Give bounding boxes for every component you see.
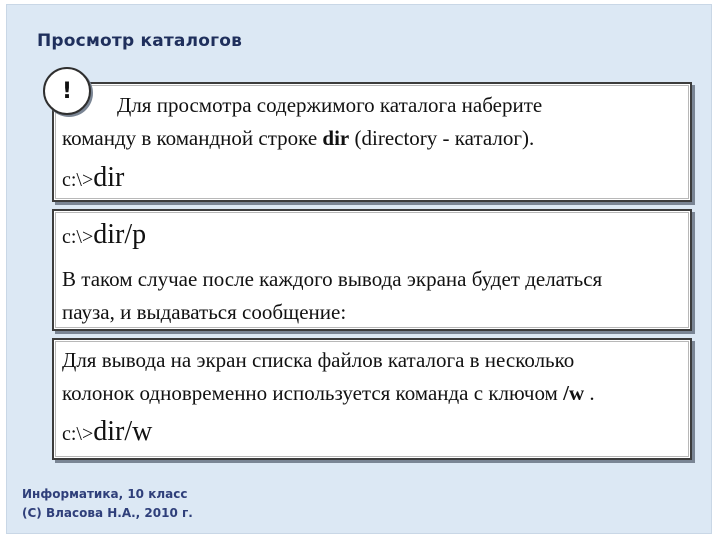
box3-command-line — [62, 416, 152, 448]
command-text: dir/w — [93, 416, 153, 447]
command-text: dir/p — [93, 219, 147, 250]
box2-paragraph — [62, 263, 602, 329]
box3-line2 — [62, 377, 595, 410]
exclamation-callout-icon: ! — [43, 67, 91, 115]
box3-paragraph — [62, 344, 595, 410]
command-prompt: c:\> — [62, 169, 94, 191]
box3-line2-post: . — [584, 381, 595, 405]
box1-line2-post: (directory - каталог). — [349, 126, 535, 150]
box1-line2 — [62, 122, 542, 155]
command-text: dir — [93, 162, 125, 193]
box2-line2: пауза, и выдаваться сообщение: — [62, 300, 347, 324]
box1-line2-bold: dir — [322, 126, 350, 150]
footer-copyright: (С) Власова Н.А., 2010 г. — [22, 506, 193, 520]
box3-line2-bold: /w — [563, 381, 585, 405]
box1-line2-pre: команду в командной строке — [62, 126, 323, 150]
text-box-dir-p — [52, 209, 692, 331]
command-prompt: c:\> — [62, 423, 94, 445]
page-title: Просмотр каталогов — [37, 31, 243, 51]
text-box-dir-w — [52, 338, 692, 460]
command-prompt: c:\> — [62, 226, 94, 248]
text-box-dir — [52, 82, 692, 202]
box3-line2-pre: колонок одновременно используется команда с ключом — [62, 381, 564, 405]
footer-course: Информатика, 10 класс — [22, 487, 188, 501]
box1-command-line — [62, 162, 124, 194]
box2-line1: В таком случае после каждого вывода экрана будет делаться — [62, 267, 603, 291]
box1-paragraph — [62, 89, 542, 155]
box3-line1: Для вывода на экран списка файлов каталога в несколько — [62, 348, 575, 372]
box1-line1: Для просмотра содержимого каталога наберите — [117, 93, 543, 117]
box2-command-line — [62, 219, 146, 251]
